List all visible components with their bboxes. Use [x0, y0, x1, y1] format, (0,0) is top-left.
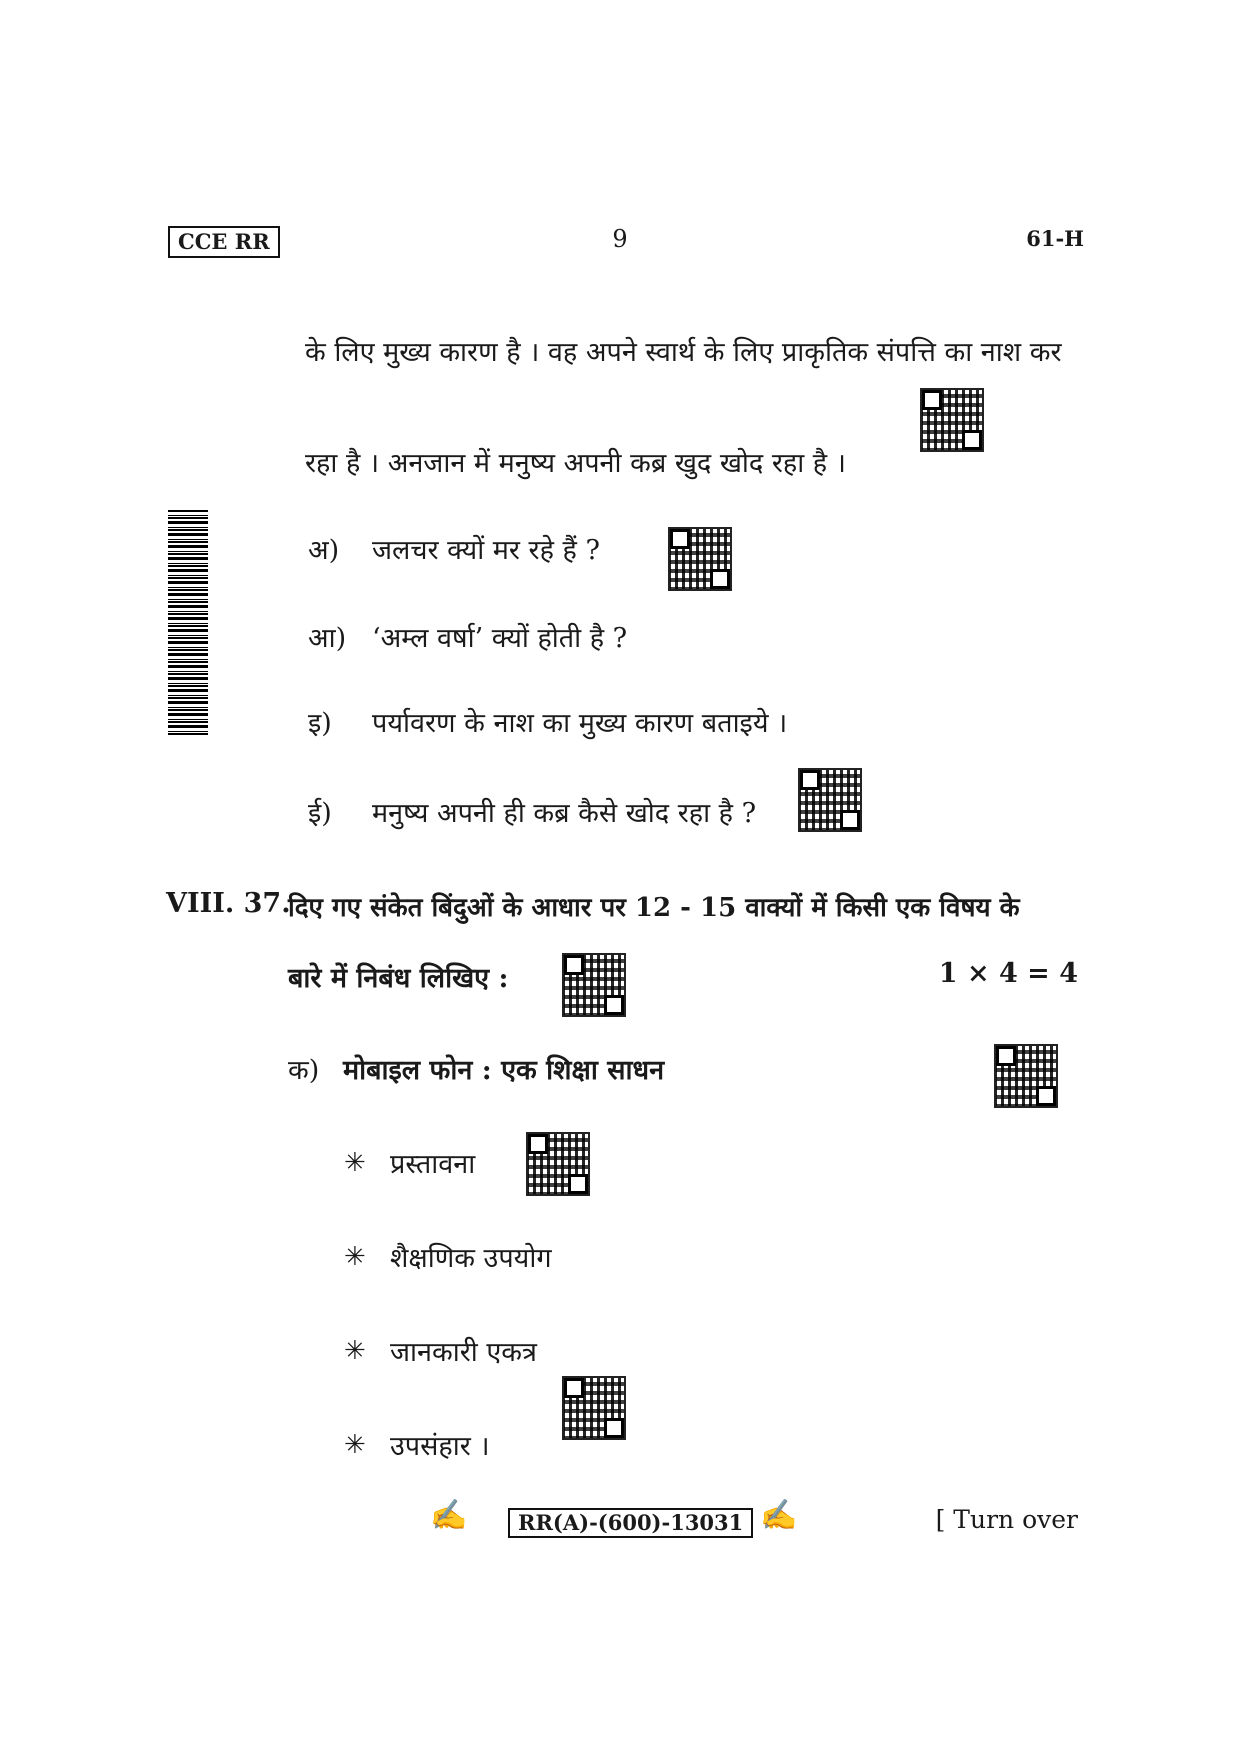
qr-code-icon [526, 1132, 590, 1196]
footer-code-box: RR(A)-(600)-13031 [508, 1508, 753, 1538]
question-instruction-line-1: दिए गए संकेत बिंदुओं के आधार पर 12 - 15 वाक्यों में किसी एक विषय के [288, 893, 1020, 923]
bullet-icon: ✳ [344, 1336, 366, 1366]
question-label-i: इ) [308, 708, 332, 739]
barcode-icon [168, 510, 208, 735]
qr-code-icon [920, 388, 984, 452]
paper-code: 61-H [1026, 226, 1084, 251]
qr-code-icon [798, 768, 862, 832]
qr-code-icon [994, 1044, 1058, 1108]
question-label-ii: ई) [308, 798, 332, 829]
bullet-icon: ✳ [344, 1430, 366, 1460]
bullet-icon: ✳ [344, 1242, 366, 1272]
essay-title: मोबाइल फोन : एक शिक्षा साधन [343, 1055, 665, 1086]
essay-point-2: शैक्षणिक उपयोग [390, 1243, 552, 1274]
page-number: 9 [612, 225, 628, 253]
qr-code-icon [562, 1376, 626, 1440]
question-text-aa: ‘अम्ल वर्षा’ क्यों होती है ? [372, 623, 628, 654]
question-text-a: जलचर क्यों मर रहे हैं ? [372, 535, 600, 566]
header-exam-box: CCE RR [168, 226, 280, 258]
pen-icon: ✍ [430, 1498, 468, 1533]
turn-over-note: [ Turn over [935, 1505, 1078, 1534]
passage-line-1: के लिए मुख्य कारण है । वह अपने स्वार्थ के लिए प्राकृतिक संपत्ति का नाश कर [305, 337, 1062, 368]
marks-allocation: 1 × 4 = 4 [938, 958, 1078, 989]
passage-line-2: रहा है । अनजान में मनुष्य अपनी कब्र खुद खोद रहा है । [305, 448, 846, 479]
bullet-icon: ✳ [344, 1148, 366, 1178]
essay-point-4: उपसंहार । [390, 1431, 490, 1462]
pen-icon: ✍ [760, 1498, 798, 1533]
question-label-a: अ) [308, 535, 340, 566]
essay-point-3: जानकारी एकत्र [390, 1337, 537, 1368]
question-number: VIII. 37. [166, 888, 291, 919]
essay-option-label: क) [288, 1055, 320, 1086]
qr-code-icon [562, 953, 626, 1017]
question-text-ii: मनुष्य अपनी ही कब्र कैसे खोद रहा है ? [372, 798, 757, 829]
question-instruction-line-2: बारे में निबंध लिखिए : [288, 963, 509, 994]
question-text-i: पर्यावरण के नाश का मुख्य कारण बताइये । [372, 708, 788, 739]
essay-point-1: प्रस्तावना [390, 1149, 476, 1180]
question-label-aa: आ) [308, 623, 347, 654]
qr-code-icon [668, 527, 732, 591]
